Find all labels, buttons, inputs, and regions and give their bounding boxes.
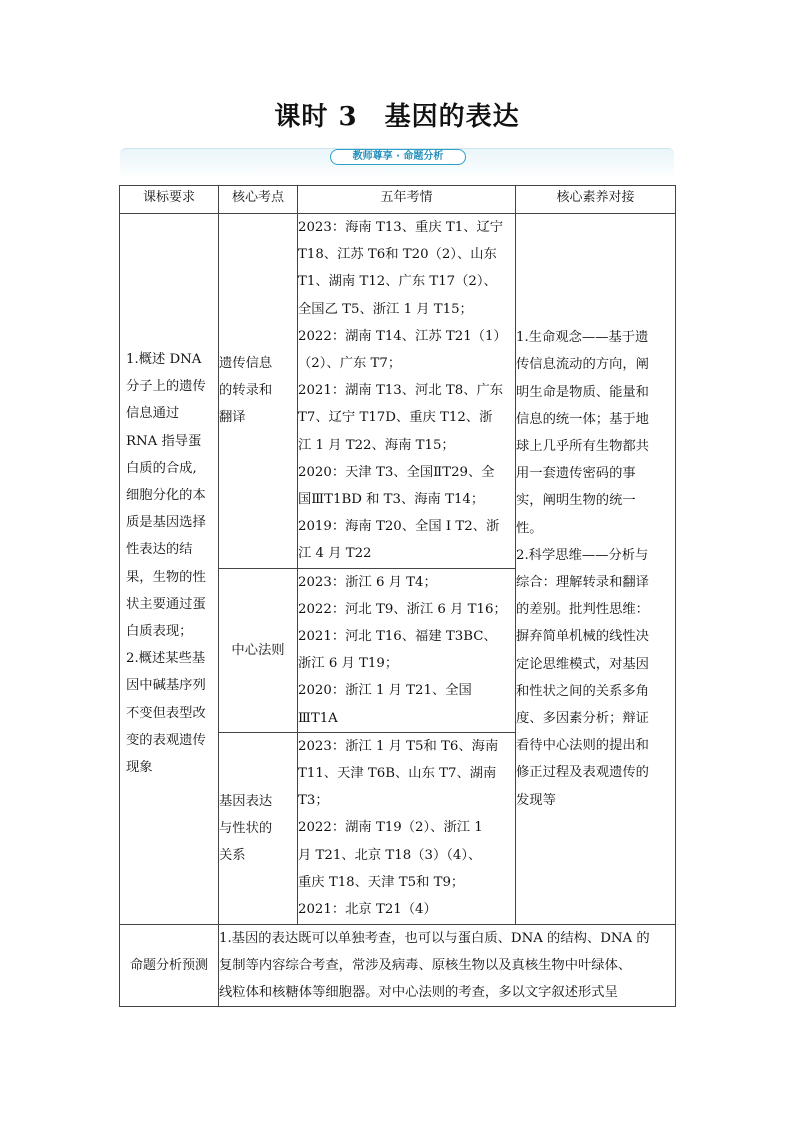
years-cell: 2023：浙江 1 月 T5和 T6、海南 T11、天津 T6B、山东 T7、湖南 T3； 2022：湖南 T19（2）、浙江 1 月 T21、北京 T18（3）（4）、 重庆 T18、天津 T5和 T9； 2021：北京 T21（4） xyxy=(298,732,516,924)
topic-cell: 中心法则 xyxy=(219,568,298,732)
years-cell: 2023：海南 T13、重庆 T1、辽宁 T18、江苏 T6和 T20（2）、山东 T1、湖南 T12、广东 T17（2）、 全国乙 T5、浙江 1 月 T15； 2022：湖南 T14、江苏 T21（1） （2）、广东 T7； 2021：湖南 T13、河北 T8、广东 T7、辽宁 T17D、重庆 T12、浙 江 1 月 T22、海南 T15； 2020：天津 T3、全国ⅡT29、全 国ⅢT1BD 和 T3、海南 T14； 2019：海南 T20、全国 I T2、浙 江 4 月 T22 xyxy=(298,214,516,569)
exam-analysis-table xyxy=(119,185,676,1007)
banner-label: 教师尊享 · 命题分析 xyxy=(330,149,466,165)
header-core-topic: 核心考点 xyxy=(219,186,298,214)
core-literacy-cell: 1.生命观念——基于遗 传信息流动的方向，阐 明生命是物质、能量和 信息的统一体；基于地 球上几乎所有生物都共 用一套遗传密码的事 实，阐明生物的统一 性。 2.科学思维——分析与 综合：理解转录和翻译 的差别。批判性思维： 摒弃简单机械的线性决 定论思维模式，对基因 和性状之间的关系多角 度、多因素分析；辩证 看待中心法则的提出和 修正过程及表观遗传的 发现等 xyxy=(516,214,676,925)
table-row xyxy=(120,924,676,1007)
years-cell: 2023：浙江 6 月 T4； 2022：河北 T9、浙江 6 月 T16； 2021：河北 T16、福建 T3BC、 浙江 6 月 T19； 2020：浙江 1 月 T21、全国 ⅢT1A xyxy=(298,568,516,732)
page-title: 课时 3 基因的表达 xyxy=(274,102,520,132)
header-requirement: 课标要求 xyxy=(120,186,219,214)
header-core-literacy: 核心素养对接 xyxy=(516,186,676,214)
table-header-row xyxy=(120,186,676,214)
requirement-cell: 1.概述 DNA 分子上的遗传 信息通过 RNA 指导蛋 白质的合成, 细胞分化的本 质是基因选择 性表达的结 果，生物的性 状主要通过蛋 白质表现； 2.概述某些基 因中碱基序列 不变但表型改 变的表观遗传 现象 xyxy=(120,214,219,925)
prediction-label: 命题分析预测 xyxy=(120,924,219,1007)
header-five-year: 五年考情 xyxy=(298,186,516,214)
prediction-text: 1.基因的表达既可以单独考查，也可以与蛋白质、DNA 的结构、DNA 的 复制等内容综合考查，常涉及病毒、原核生物以及真核生物中叶绿体、 线粒体和核糖体等细胞器。对中心法则的考查，多以文字叙述形式呈 xyxy=(219,924,676,1007)
topic-cell: 遗传信息 的转录和 翻译 xyxy=(219,214,298,569)
topic-cell: 基因表达 与性状的 关系 xyxy=(219,732,298,924)
table-row xyxy=(120,214,676,569)
